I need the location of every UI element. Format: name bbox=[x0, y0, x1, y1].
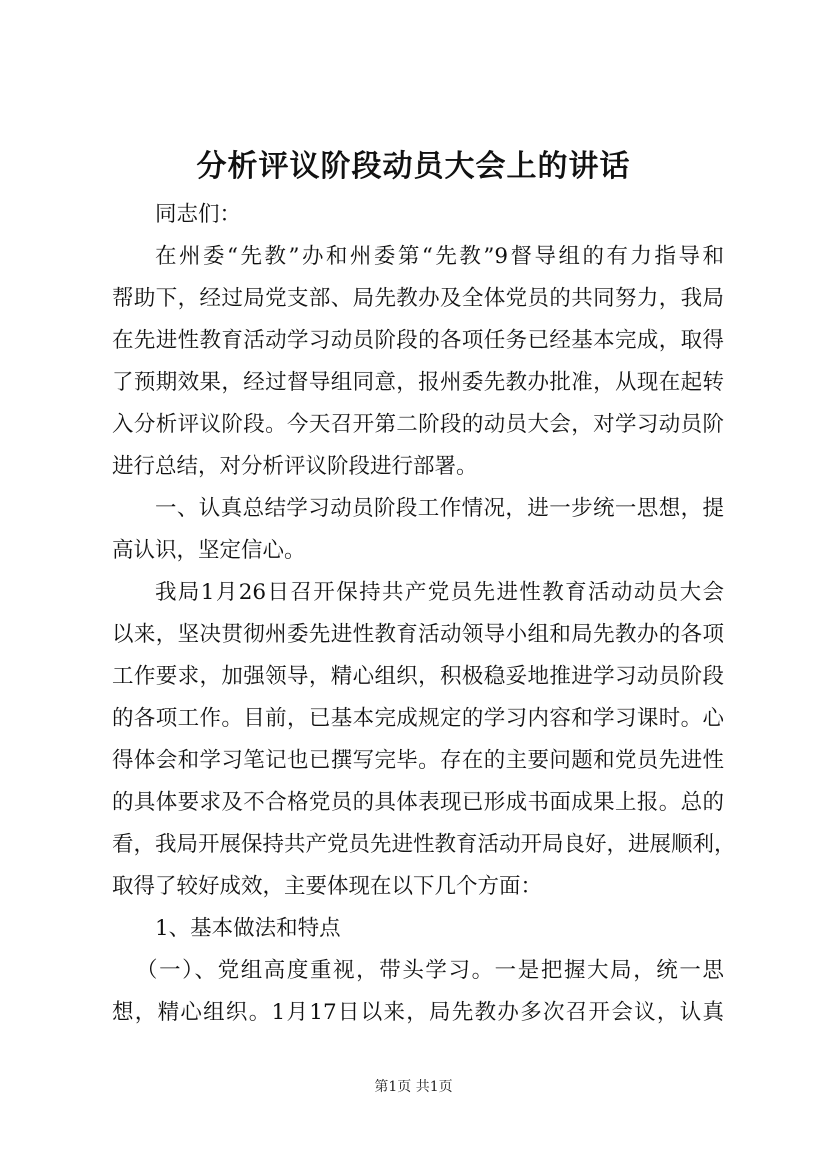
section-heading-line: 高认识，坚定信心。 bbox=[112, 538, 306, 563]
paragraph-line: 了预期效果，经过督导组同意，报州委先教办批准，从现在起转 bbox=[112, 370, 724, 395]
paragraph-line: 我局1月26日召开保持共产党员先进性教育活动动员大会 bbox=[155, 580, 724, 605]
paragraph-line: 在州委“先教”办和州委第“先教”9督导组的有力指导和 bbox=[155, 244, 724, 269]
paragraph-line: 在先进性教育活动学习动员阶段的各项任务已经基本完成，取得 bbox=[112, 328, 724, 353]
paragraph-line: 工作要求，加强领导，精心组织，积极稳妥地推进学习动员阶段 bbox=[112, 664, 724, 689]
paragraph-line: 进行总结，对分析评议阶段进行部署。 bbox=[112, 454, 478, 479]
paragraph-line: 的各项工作。目前，已基本完成规定的学习内容和学习课时。心 bbox=[112, 706, 724, 731]
paragraph-line: 以来，坚决贯彻州委先进性教育活动领导小组和局先教办的各项 bbox=[112, 622, 724, 647]
paragraph-line: 入分析评议阶段。今天召开第二阶段的动员大会，对学习动员阶 bbox=[112, 412, 724, 437]
subsection-heading: 1、基本做法和特点 bbox=[155, 916, 341, 941]
document-title: 分析评议阶段动员大会上的讲话 bbox=[196, 149, 631, 184]
salutation: 同志们： bbox=[155, 202, 242, 227]
paragraph-line: 看，我局开展保持共产党员先进性教育活动开局良好，进展顺利， bbox=[112, 832, 736, 857]
paragraph-line: 得体会和学习笔记也已撰写完毕。存在的主要问题和党员先进性 bbox=[112, 748, 724, 773]
paragraph-line: 帮助下，经过局党支部、局先教办及全体党员的共同努力，我局 bbox=[112, 286, 724, 311]
paragraph-line: 取得了较好成效，主要体现在以下几个方面： bbox=[112, 874, 543, 899]
page-number: 第1页 共1页 bbox=[374, 1079, 453, 1095]
paragraph-line: 想，精心组织。1月17日以来，局先教办多次召开会议，认真 bbox=[112, 1000, 724, 1025]
paragraph-line: （一）、党组高度重视，带头学习。一是把握大局，统一思 bbox=[136, 958, 724, 983]
section-heading-line: 一、认真总结学习动员阶段工作情况，进一步统一思想，提 bbox=[155, 496, 724, 521]
paragraph-line: 的具体要求及不合格党员的具体表现已形成书面成果上报。总的 bbox=[112, 790, 724, 815]
